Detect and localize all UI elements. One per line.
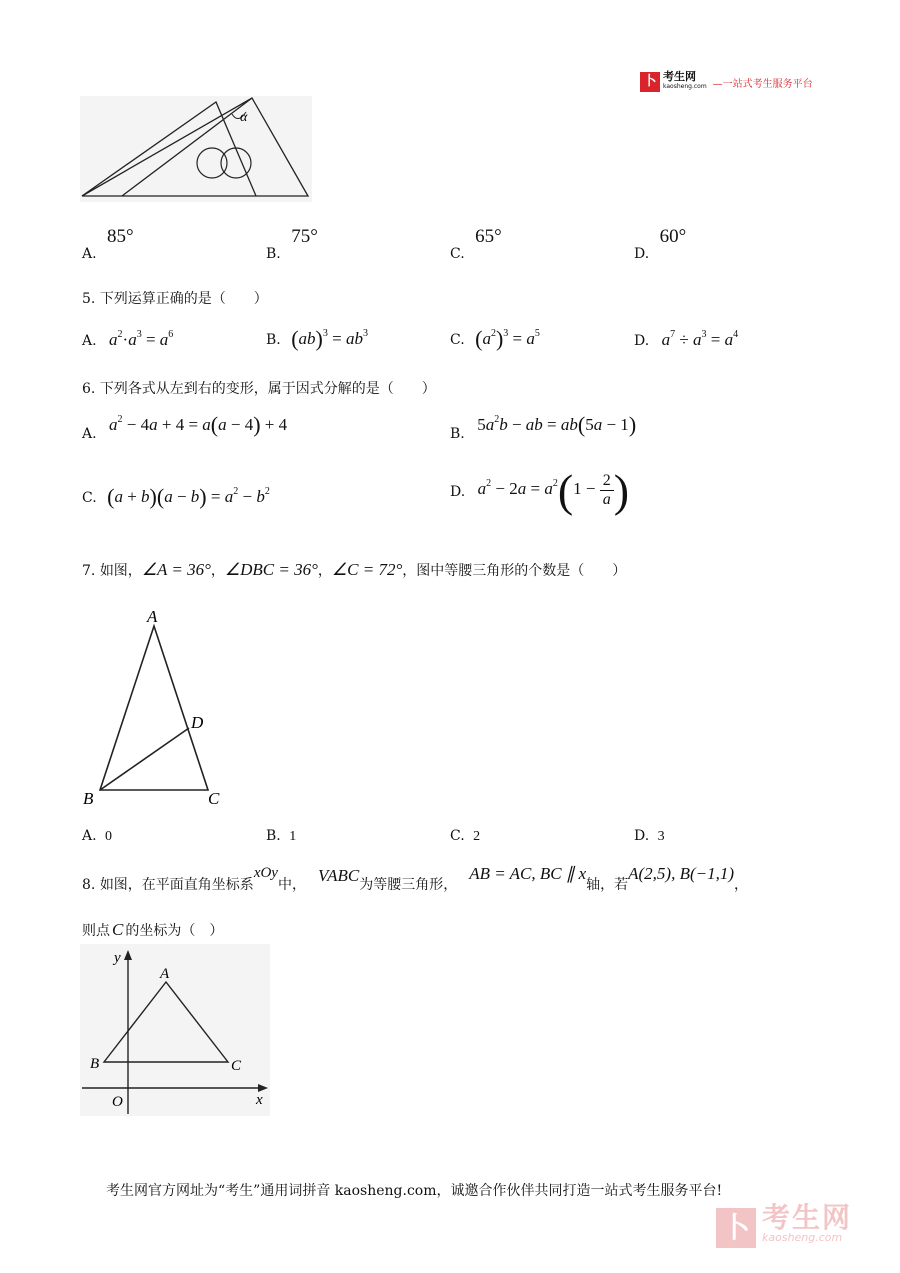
q6-option-b[interactable]: B. $5a^2b$ − ab = ab(5a − 1)	[450, 412, 637, 442]
logo-domain: kaosheng.com	[663, 83, 707, 90]
footer-watermark	[716, 1201, 853, 1248]
q4-option-d[interactable]: D. 60°	[634, 226, 687, 262]
q8-stem-line1: 8. 如图，在平面直角坐标系xOy中， VABC为等腰三角形，AB = AC, BC ∥ x轴，若A(2,5), B(−1,1)，	[82, 864, 749, 893]
q7-option-b[interactable]: B. 1	[266, 828, 297, 844]
watermark-name: 考生网	[762, 1201, 853, 1234]
kaosheng-watermark-icon: 卜	[716, 1208, 756, 1248]
q4-figure	[80, 96, 312, 202]
watermark-domain: kaosheng.com	[762, 1231, 843, 1244]
q7-label-d: D	[191, 713, 204, 732]
q8-label-y: y	[114, 950, 121, 966]
q7-option-d[interactable]: D. 3	[634, 828, 665, 844]
q7-label-b: B	[83, 789, 94, 808]
q4-option-a[interactable]: A. 85°	[82, 226, 134, 262]
q5-option-d[interactable]: D. $a^7 \div a^3 = a^4$	[634, 329, 739, 349]
q7-figure	[80, 600, 230, 810]
q6-option-a[interactable]: A. $a^2 - 4a + 4 = a(a - 4) + 4$	[82, 412, 288, 442]
header-logo	[640, 72, 813, 92]
q7-segment-bd	[100, 728, 189, 790]
q8-label-c: C	[231, 1058, 242, 1074]
q6-option-c[interactable]: C. $(a + b)(a - b) = a^2 - b^2$	[82, 484, 270, 509]
logo-name: 考生网	[663, 70, 696, 83]
q4-option-b[interactable]: B. 75°	[266, 226, 318, 262]
q7-triangle-abc	[100, 626, 208, 790]
q8-figure	[80, 944, 270, 1116]
header-slogan: —一站式考生服务平台	[712, 78, 813, 90]
q5-stem: 5. 下列运算正确的是（ ）	[82, 291, 268, 307]
q7-stem: 7. 如图，∠A = 36°，∠DBC = 36°，∠C = 72°，图中等腰三角形的个数是（ ）	[82, 560, 627, 579]
q7-option-a[interactable]: A. 0	[82, 828, 113, 844]
q8-label-o: O	[112, 1094, 123, 1110]
q4-alpha-label: α	[240, 110, 248, 125]
q5-option-b[interactable]: B. $(ab)^3 = ab^3$	[266, 326, 368, 351]
footer-text: 考生网官方网址为“考生”通用词拼音 kaosheng.com，诚邀合作伙伴共同打造一站式考生服务平台!	[106, 1183, 723, 1199]
q7-label-a: A	[147, 607, 158, 626]
q7-label-c: C	[208, 789, 220, 808]
q4-figure-background	[80, 96, 312, 202]
q7-option-c[interactable]: C. 2	[450, 828, 481, 844]
kaosheng-logo-icon: 卜	[640, 72, 660, 92]
q8-label-x: x	[256, 1092, 263, 1108]
q4-option-c[interactable]: C. 65°	[450, 226, 502, 262]
q8-label-b: B	[90, 1056, 100, 1072]
q6-stem: 6. 下列各式从左到右的变形，属于因式分解的是（ ）	[82, 381, 436, 397]
q5-option-c[interactable]: C. $(a^2)^3 = a^5$	[450, 326, 540, 351]
q6-option-d[interactable]: D. $a^2 - 2a = a^2(1$ − $\frac{2}{a}$ )	[450, 465, 630, 516]
q8-figure-background	[80, 944, 270, 1116]
q8-label-a: A	[160, 966, 170, 982]
q5-option-a[interactable]: A. $a^2\cdot a^3 = a^6$	[82, 329, 174, 349]
q8-stem-line2: 则点 C 的坐标为（ ）	[82, 920, 224, 939]
